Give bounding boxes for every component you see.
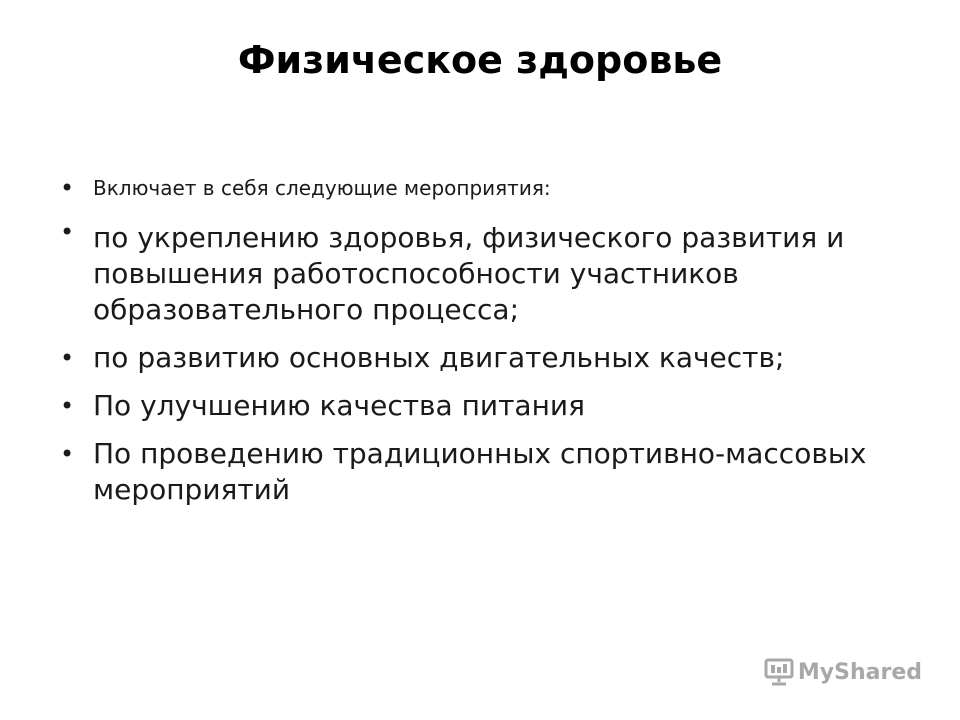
bullet-text: По улучшению качества питания bbox=[93, 389, 585, 422]
bullet-text: по укреплению здоровья, физического развития и повышения работоспособности участников образовательного процесса; bbox=[93, 221, 845, 326]
bullet-item bbox=[60, 340, 890, 376]
bullet-dot-icon: • bbox=[60, 344, 75, 372]
bullet-dot-icon: • bbox=[60, 440, 75, 468]
bullet-item bbox=[60, 436, 890, 508]
bullet-dot-icon: • bbox=[60, 174, 75, 202]
bullet-list bbox=[60, 168, 890, 520]
bullet-item bbox=[60, 220, 890, 328]
bullet-dot-icon: • bbox=[60, 218, 75, 246]
slide-title: Физическое здоровье bbox=[237, 38, 723, 82]
bullet-text: Включает в себя следующие мероприятия: bbox=[93, 176, 551, 200]
bullet-text: По проведению традиционных спортивно-массовых мероприятий bbox=[93, 437, 867, 506]
bullet-item bbox=[60, 168, 890, 208]
bullet-item bbox=[60, 388, 890, 424]
presentation-screen-icon bbox=[764, 658, 794, 686]
myshared-watermark bbox=[764, 658, 922, 686]
bullet-dot-icon: • bbox=[60, 392, 75, 420]
watermark-text: MyShared bbox=[797, 659, 922, 685]
bullet-text: по развитию основных двигательных качеств; bbox=[93, 341, 785, 374]
